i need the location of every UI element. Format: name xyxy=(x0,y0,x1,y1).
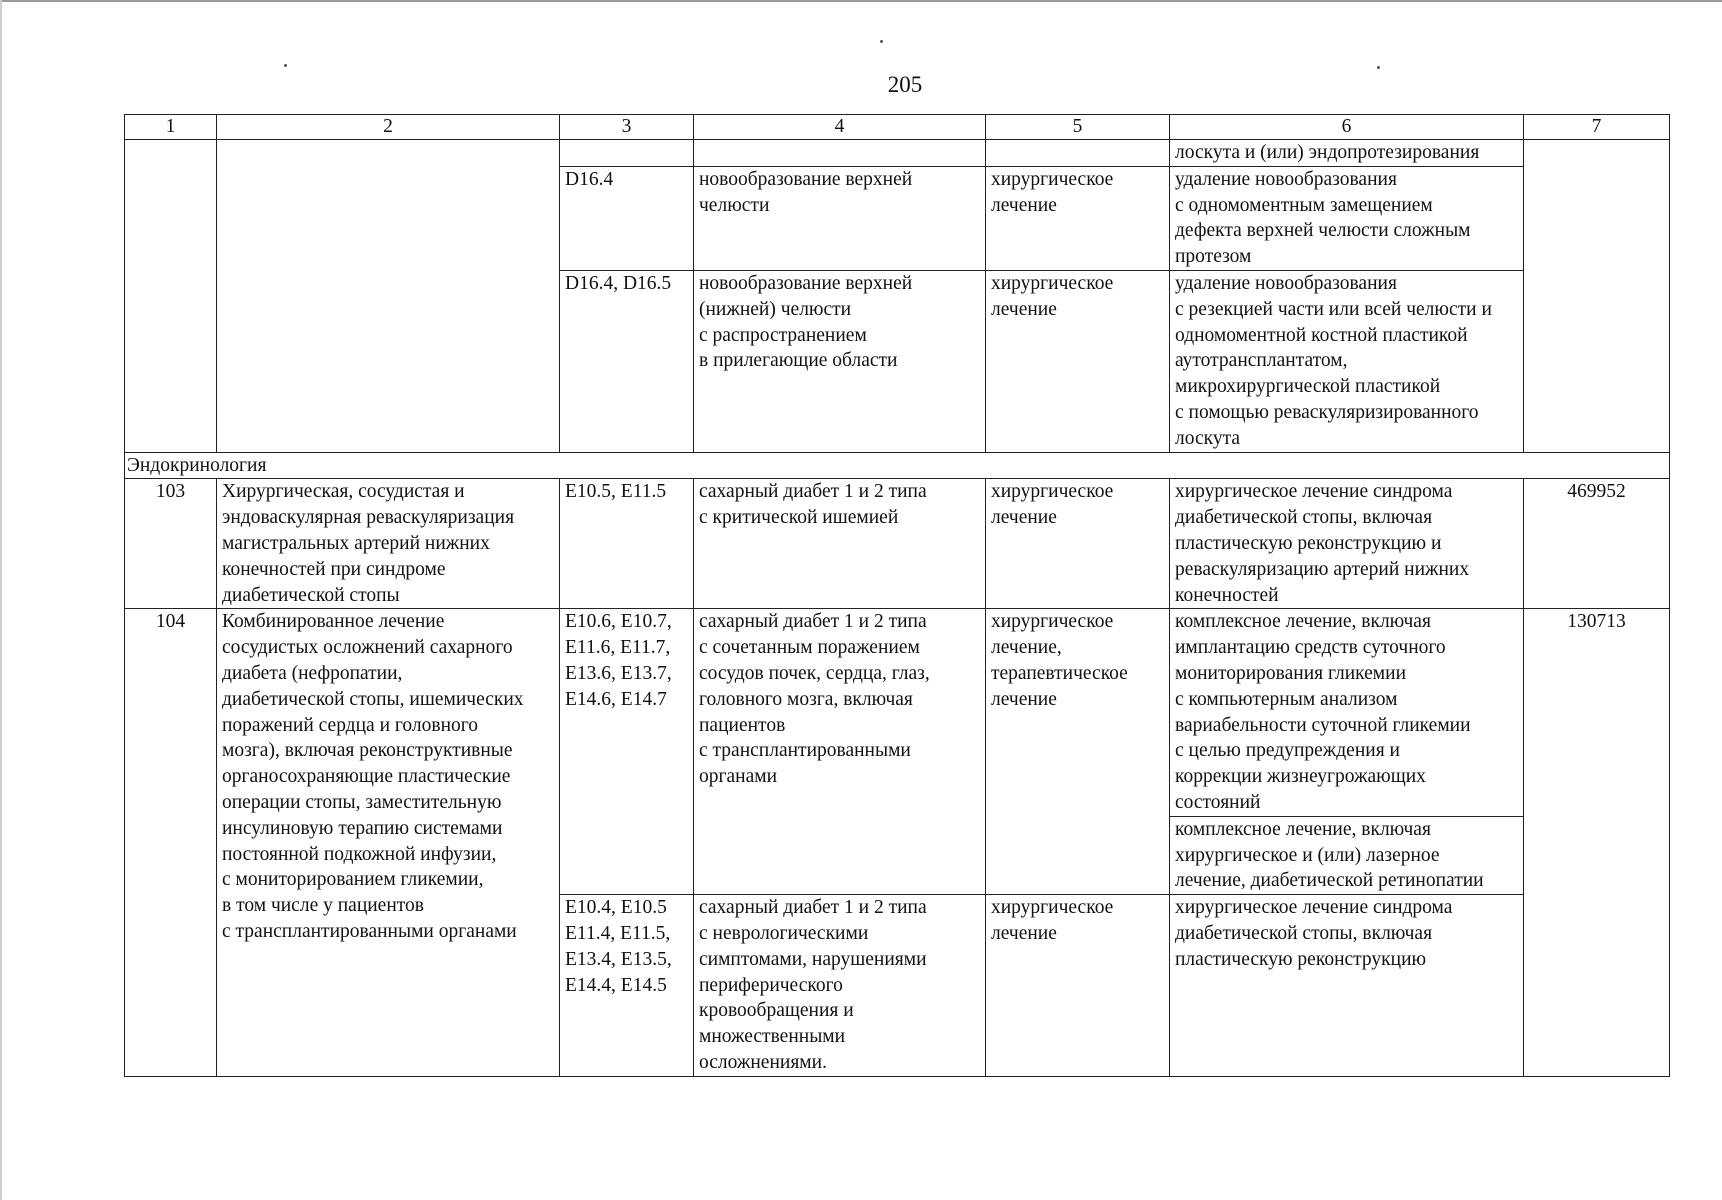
table-row-104 xyxy=(125,609,1670,816)
cont-diagnosis-cell xyxy=(694,140,986,167)
treatment-method-cell: удаление новообразования с резекцией части или всей челюсти и одномоментной костной пластикой аутотрансплантатом, микрохирургической пластикой с помощью реваскуляризированного лоскута xyxy=(1170,270,1524,452)
medical-care-table xyxy=(124,114,1670,1077)
treatment-type-cell: хирургическое лечение, терапевтическое лечение xyxy=(986,609,1170,895)
section-title: Эндокринология xyxy=(125,452,1670,479)
care-name-cell: Комбинированное лечение сосудистых осложнений сахарного диабета (нефропатии, диабетической стопы, ишемических поражений сердца и головного мозга), включая реконструктивные органосохраняющие пластические операции стопы, заместительную инсулиновую терапию системами постоянной подкожной инфузии, с мониторированием гликемии, в том числе у пациентов с трансплантированными органами xyxy=(217,609,560,1076)
scan-top-edge xyxy=(0,0,1722,2)
cost-cell: 469952 xyxy=(1524,479,1670,609)
code-cell: D16.4, D16.5 xyxy=(560,270,694,452)
cont-treatment-cell: лоскута и (или) эндопротезирования xyxy=(1170,140,1524,167)
code-cell: E10.5, E11.5 xyxy=(560,479,694,609)
code-cell: E10.4, E10.5 E11.4, E11.5, E13.4, E13.5, E14.4, E14.5 xyxy=(560,895,694,1077)
cont-type-cell xyxy=(986,140,1170,167)
treatment-type-cell: хирургическое лечение xyxy=(986,895,1170,1077)
treatment-type-cell: хирургическое лечение xyxy=(986,166,1170,270)
treatment-method-cell: комплексное лечение, включая хирургическое и (или) лазерное лечение, диабетической ретинопатии xyxy=(1170,816,1524,894)
diagnosis-cell: новообразование верхней челюсти xyxy=(694,166,986,270)
table-row-103 xyxy=(125,479,1670,609)
treatment-method-cell: хирургическое лечение синдрома диабетической стопы, включая пластическую реконструкцию и реваскуляризацию артерий нижних конечностей xyxy=(1170,479,1524,609)
col-header-3: 3 xyxy=(560,115,694,140)
scan-left-edge xyxy=(0,0,2,1200)
code-cell: D16.4 xyxy=(560,166,694,270)
col-header-5: 5 xyxy=(986,115,1170,140)
column-number-row xyxy=(125,115,1670,140)
col-header-2: 2 xyxy=(217,115,560,140)
treatment-method-cell: хирургическое лечение синдрома диабетической стопы, включая пластическую реконструкцию xyxy=(1170,895,1524,1077)
cont-num-cell xyxy=(125,140,217,453)
diagnosis-cell: сахарный диабет 1 и 2 типа с критической ишемией xyxy=(694,479,986,609)
cont-name-cell xyxy=(217,140,560,453)
item-number: 104 xyxy=(125,609,217,1076)
item-number: 103 xyxy=(125,479,217,609)
col-header-6: 6 xyxy=(1170,115,1524,140)
care-name-cell: Хирургическая, сосудистая и эндоваскулярная реваскуляризация магистральных артерий нижних конечностей при синдроме диабетической стопы xyxy=(217,479,560,609)
diagnosis-cell: сахарный диабет 1 и 2 типа с неврологическими симптомами, нарушениями периферического кровообращения и множественными осложнениями. xyxy=(694,895,986,1077)
page-number: 205 xyxy=(887,72,923,97)
cont-cost-cell xyxy=(1524,140,1670,453)
scan-speck xyxy=(1377,66,1380,69)
treatment-method-cell: удаление новообразования с одномоментным замещением дефекта верхней челюсти сложным протезом xyxy=(1170,166,1524,270)
treatment-method-cell: комплексное лечение, включая имплантацию средств суточного мониторирования гликемии с компьютерным анализом вариабельности суточной гликемии с целью предупреждения и коррекции жизнеугрожающих состояний xyxy=(1170,609,1524,816)
code-cell: E10.6, E10.7, E11.6, E11.7, E13.6, E13.7, E14.6, E14.7 xyxy=(560,609,694,895)
continuation-row xyxy=(125,140,1670,167)
section-row xyxy=(125,452,1670,479)
scan-speck xyxy=(880,40,883,43)
cont-code-cell xyxy=(560,140,694,167)
col-header-1: 1 xyxy=(125,115,217,140)
col-header-4: 4 xyxy=(694,115,986,140)
col-header-7: 7 xyxy=(1524,115,1670,140)
treatment-type-cell: хирургическое лечение xyxy=(986,270,1170,452)
scan-speck xyxy=(284,64,287,67)
diagnosis-cell: сахарный диабет 1 и 2 типа с сочетанным поражением сосудов почек, сердца, глаз, головного мозга, включая пациентов с трансплантированными органами xyxy=(694,609,986,895)
cost-cell: 130713 xyxy=(1524,609,1670,1076)
treatment-type-cell: хирургическое лечение xyxy=(986,479,1170,609)
diagnosis-cell: новообразование верхней (нижней) челюсти с распространением в прилегающие области xyxy=(694,270,986,452)
